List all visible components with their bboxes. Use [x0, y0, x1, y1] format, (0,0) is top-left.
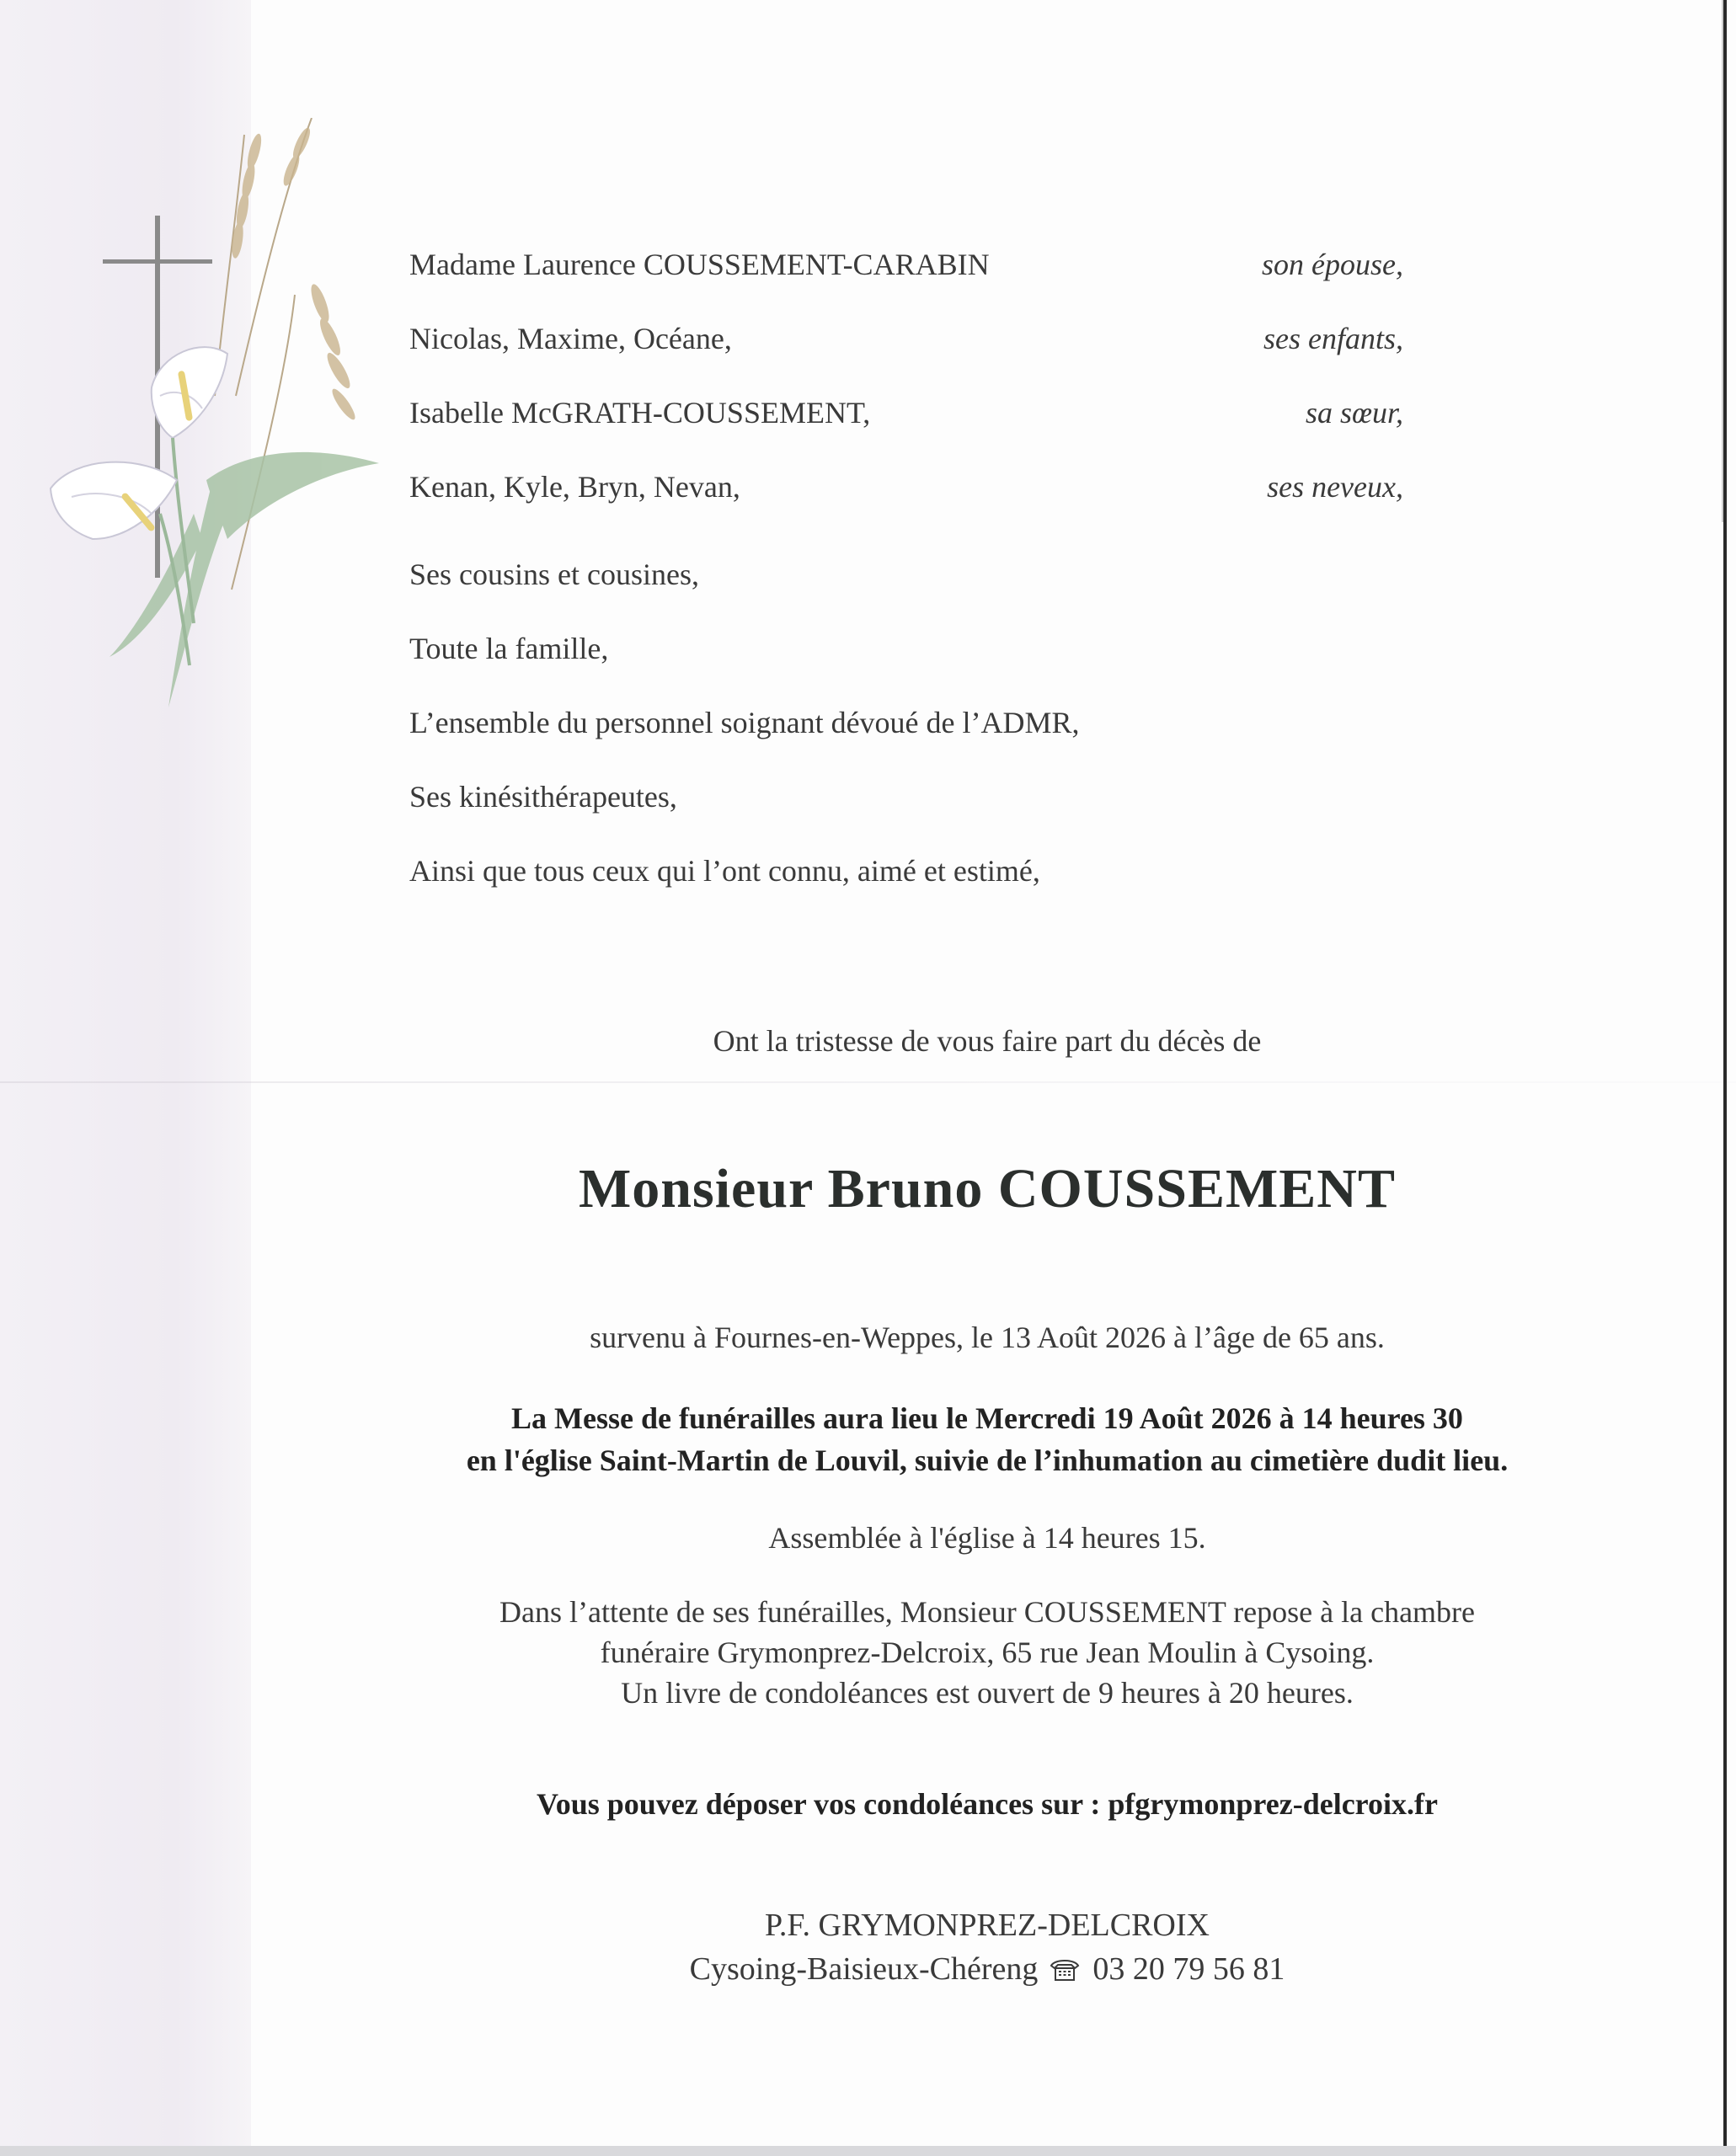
family-row — [409, 468, 1403, 505]
announcement-text: Ont la tristesse de vous faire part du décès de — [713, 1024, 1262, 1058]
family-member-name: Kenan, Kyle, Bryn, Nevan, — [409, 470, 740, 504]
page-edge — [0, 2146, 1736, 2156]
mass-details-line: en l'église Saint-Martin de Louvil, suivie de l’inhumation au cimetière dudit lieu. — [466, 1444, 1509, 1477]
funeral-home-name: P.F. GRYMONPREZ-DELCROIX — [765, 1908, 1210, 1943]
page-edge — [1723, 0, 1727, 2156]
family-member-name: Madame Laurence COUSSEMENT-CARABIN — [409, 248, 990, 281]
telephone-icon — [1050, 1957, 1080, 1983]
deceased-name: Monsieur Bruno COUSSEMENT — [579, 1158, 1396, 1219]
funeral-home-contact — [251, 1949, 1723, 1989]
resting-info-line: Un livre de condoléances est ouvert de 9 heures à 20 heures. — [621, 1676, 1354, 1710]
mass-details-line: La Messe de funérailles aura lieu le Mercredi 19 Août 2026 à 14 heures 30 — [511, 1401, 1463, 1435]
family-relation: ses neveux, — [1267, 470, 1403, 504]
death-info: survenu à Fournes-en-Weppes, le 13 Août 2026 à l’âge de 65 ans. — [590, 1321, 1385, 1354]
family-member-name: Nicolas, Maxime, Océane, — [409, 322, 732, 355]
cross-lily-wheat-illustration — [34, 118, 387, 758]
family-relation: son épouse, — [1262, 248, 1403, 281]
mourner-line: Ainsi que tous ceux qui l’ont connu, aimé et estimé, — [409, 854, 1040, 888]
family-row — [409, 320, 1403, 357]
lily-icon — [51, 347, 227, 665]
family-row — [409, 246, 1403, 283]
family-member-name: Isabelle McGRATH-COUSSEMENT, — [409, 396, 871, 430]
assembly-info: Assemblée à l'église à 14 heures 15. — [768, 1521, 1206, 1555]
fold-line — [0, 1081, 1736, 1083]
family-row — [409, 394, 1403, 431]
mourner-line: Toute la famille, — [409, 632, 609, 665]
mourner-line: Ses kinésithérapeutes, — [409, 780, 677, 814]
resting-info-line: funéraire Grymonprez-Delcroix, 65 rue Jean Moulin à Cysoing. — [600, 1636, 1375, 1669]
mourner-line: Ses cousins et cousines, — [409, 558, 699, 591]
family-relation: sa sœur, — [1305, 396, 1403, 430]
mourner-line: L’ensemble du personnel soignant dévoué de l’ADMR, — [409, 706, 1080, 739]
family-relation: ses enfants, — [1263, 322, 1403, 355]
funeral-home-location: Cysoing-Baisieux-Chéreng — [689, 1951, 1039, 1987]
condolences-website: Vous pouvez déposer vos condoléances sur : pfgrymonprez-delcroix.fr — [537, 1787, 1438, 1821]
resting-info-line: Dans l’attente de ses funérailles, Monsieur COUSSEMENT repose à la chambre — [499, 1595, 1476, 1629]
funeral-home-phone: 03 20 79 56 81 — [1092, 1951, 1285, 1987]
